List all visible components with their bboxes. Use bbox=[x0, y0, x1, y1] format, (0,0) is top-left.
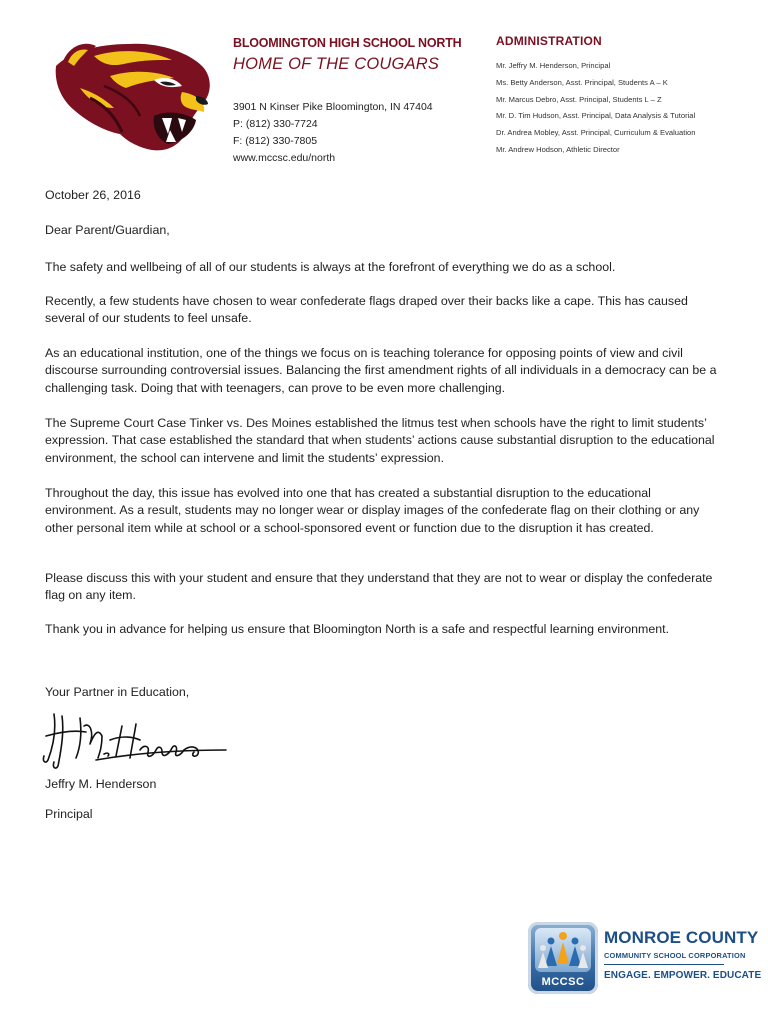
admin-member: Ms. Betty Anderson, Asst. Principal, Students A – K bbox=[496, 77, 668, 87]
admin-member: Mr. Jeffry M. Henderson, Principal bbox=[496, 61, 611, 70]
letter-paragraph: Throughout the day, this issue has evolved into one that has created a substantial disruption to the educational environment. As a result, students may no longer wear or display images of the confederate flag on their clothing or any other personal item while at school or a school-sponsored event or function due to the disruption it has created. bbox=[45, 486, 700, 535]
signer-title: Principal bbox=[45, 807, 93, 821]
admin-member: Mr. Marcus Debro, Asst. Principal, Students L – Z bbox=[496, 94, 662, 104]
letter-paragraph: Recently, a few students have chosen to wear confederate flags draped over their backs like a cape. This has caused several of our students to feel unsafe. bbox=[45, 294, 688, 326]
admin-member: Dr. Andrea Mobley, Asst. Principal, Curriculum & Evaluation bbox=[496, 128, 696, 138]
school-phone: P: (812) 330-7724 bbox=[233, 118, 318, 130]
mccsc-badge-text: MCCSC bbox=[541, 976, 585, 988]
district-name: MONROE COUNTY bbox=[604, 928, 759, 947]
school-fax: F: (812) 330-7805 bbox=[233, 135, 318, 147]
school-website[interactable]: www.mccsc.edu/north bbox=[233, 152, 336, 164]
school-address: 3901 N Kinser Pike Bloomington, IN 47404 bbox=[233, 101, 433, 113]
signature-image bbox=[40, 706, 230, 772]
letter-paragraph: The Supreme Court Case Tinker vs. Des Moines established the litmus test when schools have the right to limit students’ expression. That case established the standard that when students’ actions cause substantial disruption to the educational environment, the school can intervene and limit the students’ expression. bbox=[45, 416, 715, 465]
letter-closing: Your Partner in Education, bbox=[45, 685, 190, 699]
cougar-logo bbox=[50, 36, 216, 154]
letter-paragraph: Please discuss this with your student and ensure that they understand that they are not to wear or display the confederate flag on any item. bbox=[45, 571, 713, 603]
administration-list bbox=[496, 58, 696, 159]
letter-paragraph: Thank you in advance for helping us ensure that Bloomington North is a safe and respectful learning environment. bbox=[45, 622, 670, 636]
administration-heading: ADMINISTRATION bbox=[496, 34, 602, 48]
letter-paragraph: The safety and wellbeing of all of our students is always at the forefront of everything we do as a school. bbox=[45, 260, 616, 274]
mccsc-badge-logo bbox=[528, 922, 598, 994]
signer-name: Jeffry M. Henderson bbox=[45, 777, 157, 791]
school-tagline: HOME OF THE COUGARS bbox=[233, 55, 440, 73]
letter-salutation: Dear Parent/Guardian, bbox=[45, 223, 170, 237]
district-divider bbox=[604, 964, 724, 965]
district-subtitle: COMMUNITY SCHOOL CORPORATION bbox=[604, 951, 746, 960]
school-name: BLOOMINGTON HIGH SCHOOL NORTH bbox=[233, 36, 462, 50]
admin-member: Mr. Andrew Hodson, Athletic Director bbox=[496, 144, 620, 154]
mccsc-figures-icon bbox=[535, 928, 591, 972]
letter-paragraph: As an educational institution, one of the things we focus on is teaching tolerance for opposing points of view and civil discourse surrounding controversial issues. Balancing the first amendment rights of all individuals in a democracy can be a challenging task. Doing that with teenagers, can prove to be even more challenging. bbox=[45, 346, 717, 395]
admin-member: Mr. D. Tim Hudson, Asst. Principal, Data Analysis & Tutorial bbox=[496, 111, 696, 121]
district-motto: ENGAGE. EMPOWER. EDUCATE bbox=[604, 970, 762, 981]
letter-date: October 26, 2016 bbox=[45, 188, 141, 202]
